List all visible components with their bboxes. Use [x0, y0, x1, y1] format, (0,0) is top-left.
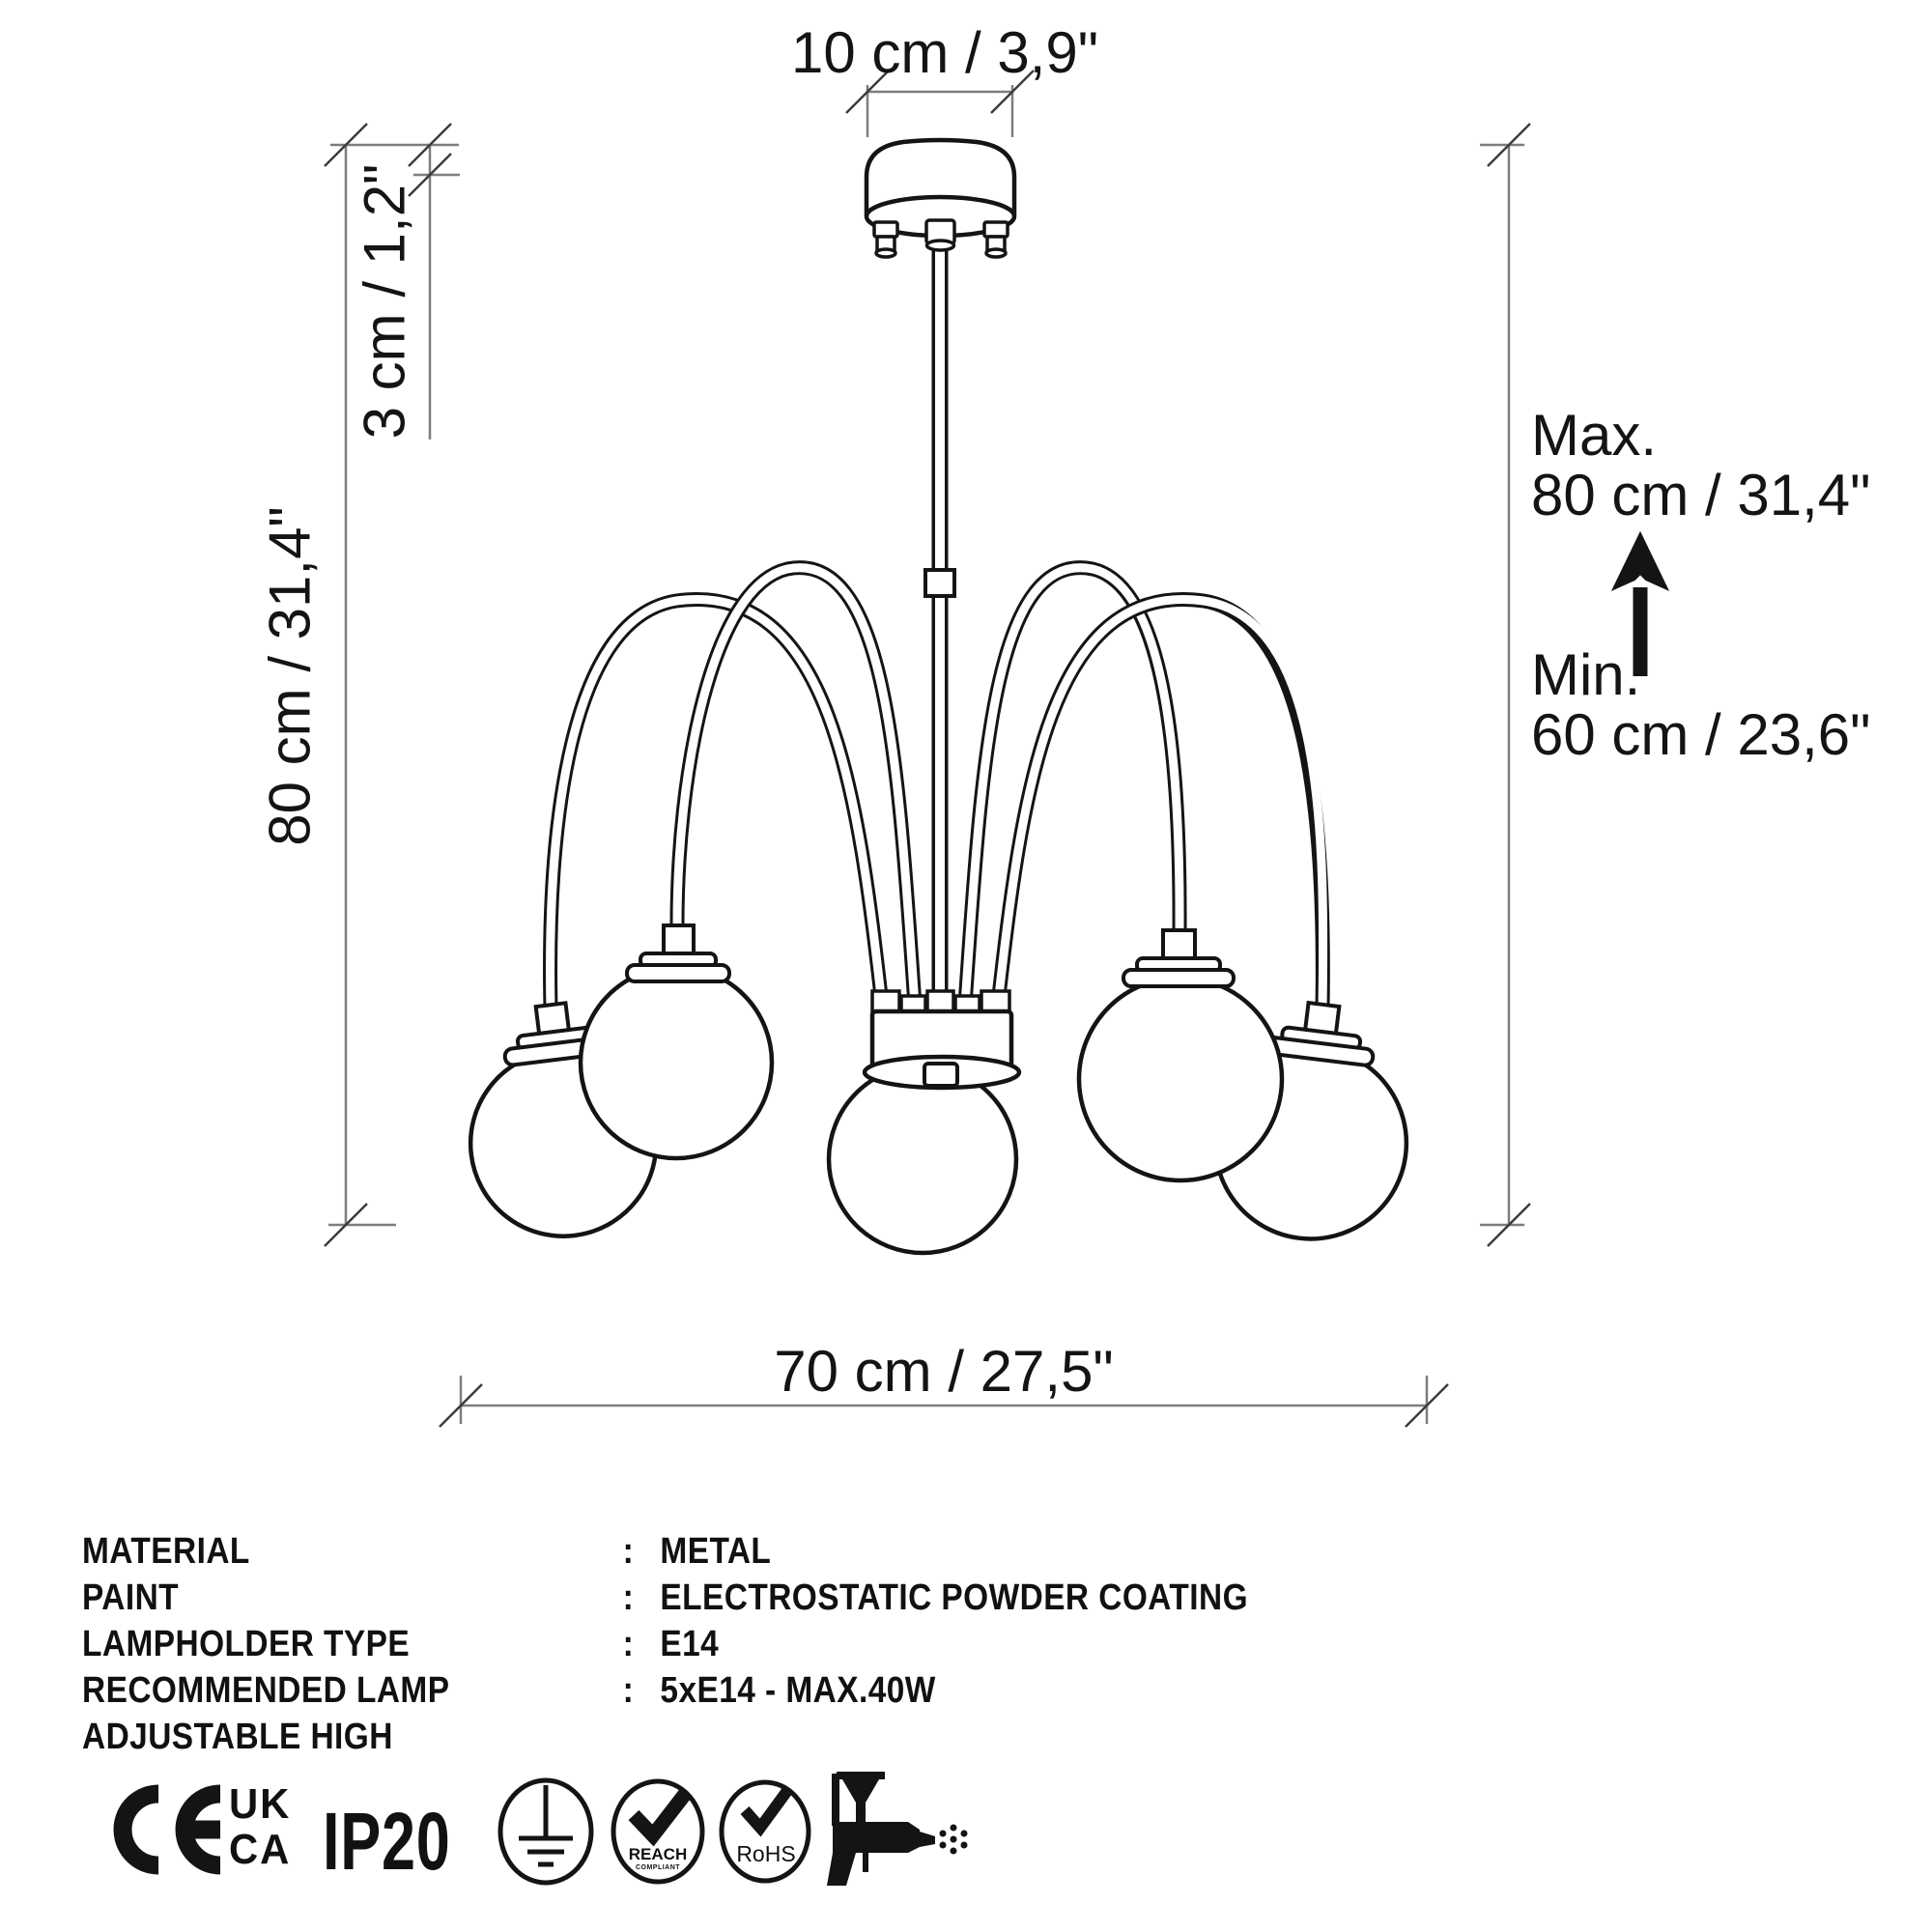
spec-label: MATERIAL: [82, 1531, 250, 1572]
canopy-screw-left: [874, 222, 897, 257]
reach-sublabel: COMPLIANT: [635, 1864, 681, 1871]
rod-coupler: [925, 570, 954, 596]
ceiling-canopy: [867, 140, 1014, 257]
spec-value: ELECTROSTATIC POWDER COATING: [660, 1577, 1249, 1618]
rohs-label: RoHS: [736, 1841, 796, 1866]
canopy-screw-right: [984, 222, 1008, 257]
canopy-stem-collar: [926, 220, 954, 250]
spec-label: PAINT: [82, 1577, 180, 1618]
spec-label: RECOMMENDED LAMP: [82, 1670, 450, 1711]
reach-label: REACH: [628, 1845, 688, 1863]
arm-inner-right: [965, 568, 1179, 1005]
suspension-rod: [925, 242, 954, 1014]
min-label: Min.: [1531, 642, 1641, 707]
ukca-line2: CA: [229, 1826, 292, 1873]
lamp-mid-right: [1079, 930, 1282, 1180]
spec-row-paint: [82, 1577, 1248, 1619]
globe-mid-right: [1079, 978, 1282, 1180]
lamp-mid-left: [581, 925, 772, 1158]
max-height-block: [1531, 403, 1871, 527]
globe-mid-left: [581, 967, 772, 1158]
spec-separator: :: [622, 1670, 635, 1711]
dim-label-top-width: 10 cm / 3,9": [790, 20, 1099, 85]
hub-knob: [924, 1064, 957, 1086]
spec-row-material: [82, 1531, 771, 1573]
max-label: Max.: [1531, 403, 1658, 468]
spec-value: METAL: [660, 1531, 772, 1572]
ukca-mark-text: [229, 1781, 291, 1872]
spec-label: ADJUSTABLE HIGH: [82, 1717, 393, 1757]
spec-row-recommended-lamp: [82, 1670, 936, 1712]
globe-center: [829, 1065, 1016, 1253]
max-value: 80 cm / 31,4": [1531, 463, 1871, 527]
spec-row-adjustable-high: [82, 1717, 660, 1758]
dim-label-bottom-width: 70 cm / 27,5": [774, 1339, 1114, 1404]
socket-cap-lower: [627, 965, 729, 981]
earth-ground-icon: [500, 1780, 591, 1883]
spec-value: E14: [660, 1624, 720, 1664]
spec-separator: :: [622, 1624, 635, 1664]
ip-rating-text: IP20: [323, 1796, 451, 1887]
spec-separator: :: [622, 1531, 635, 1572]
min-height-block: [1531, 642, 1871, 767]
spec-row-lampholder: [82, 1624, 719, 1665]
spec-value: 5xE14 - MAX.40W: [660, 1670, 936, 1711]
central-hub: [829, 991, 1019, 1253]
socket-cap-lower: [1123, 970, 1234, 986]
spec-separator: :: [622, 1577, 635, 1618]
ukca-line1: UK: [229, 1780, 292, 1828]
ce-mark-icon: [123, 1794, 220, 1865]
spray-paint-gun-icon: [827, 1772, 968, 1886]
dim-label-left-height: 80 cm / 31,4": [257, 506, 323, 846]
min-value: 60 cm / 23,6": [1531, 702, 1871, 767]
spec-label: LAMPHOLDER TYPE: [82, 1624, 411, 1664]
dim-label-canopy-height: 3 cm / 1,2": [352, 163, 417, 440]
